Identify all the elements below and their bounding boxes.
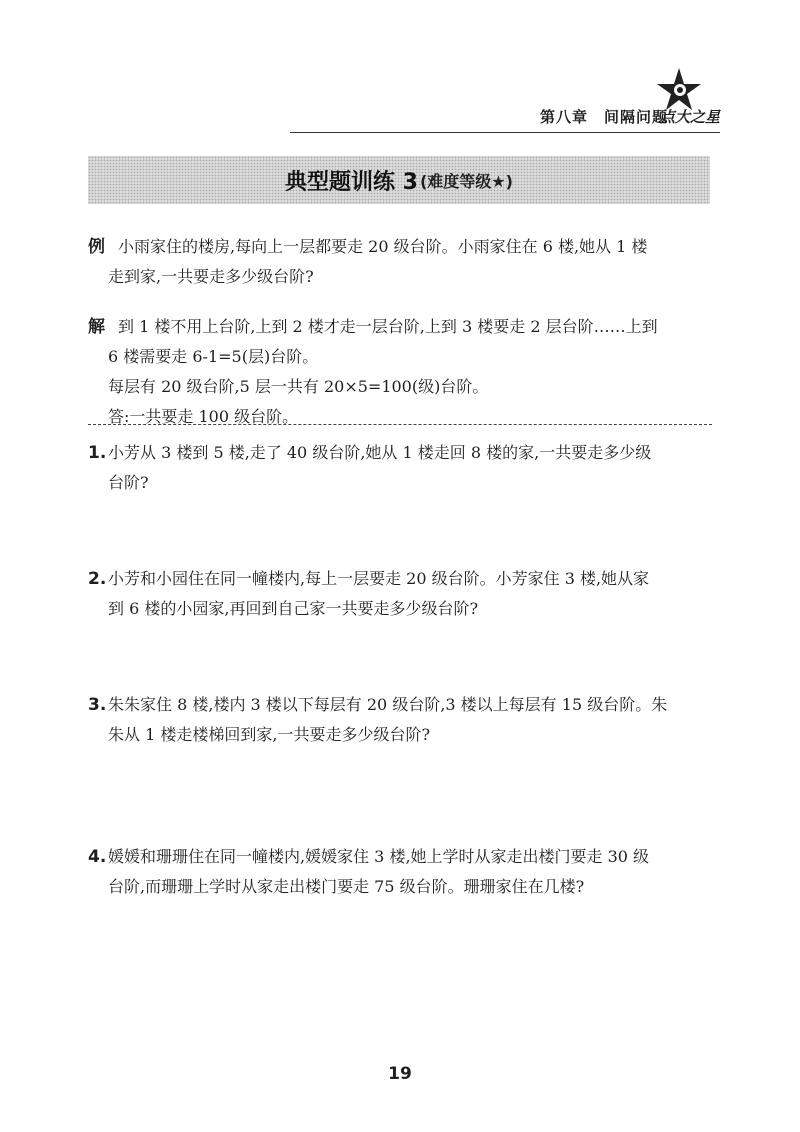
question-4 [88,842,718,902]
page-header [290,100,720,133]
section-title: 典型题训练 3 [285,169,418,195]
page-number: 19 [388,1064,412,1084]
question-number: 3. [88,695,107,715]
question-line: 小芳从 3 楼到 5 楼,走了 40 级台阶,她从 1 楼走回 8 楼的家,一共要走多少级 [108,443,652,462]
difficulty-label: (难度等级★) [419,171,513,191]
solution-line: 到 1 楼不用上台阶,上到 2 楼才走一层台阶,上到 3 楼要走 2 层台阶……上到 [118,317,658,336]
question-2 [88,564,718,624]
solution-line: 6 楼需要走 6-1=5(层)台阶。 [108,347,319,366]
solution-line: 答:一共要走 100 级台阶。 [108,407,299,426]
brand-logo-text: 点大之星 [659,108,720,126]
solution-block [88,312,718,432]
example-line: 走到家,一共要走多少级台阶? [108,267,314,286]
question-1 [88,438,718,498]
dashed-divider [88,424,712,425]
section-banner [88,156,710,204]
example-tag: 例 [88,237,105,257]
question-number: 2. [88,569,107,589]
example-block [88,232,718,292]
question-line: 朱从 1 楼走楼梯回到家,一共要走多少级台阶? [108,725,431,744]
question-line: 小芳和小园住在同一幢楼内,每上一层要走 20 级台阶。小芳家住 3 楼,她从家 [108,569,650,588]
solution-tag: 解 [88,317,105,337]
question-line: 台阶,而珊珊上学时从家走出楼门要走 75 级台阶。珊珊家住在几楼? [108,877,585,896]
question-number: 1. [88,443,107,463]
question-line: 媛媛和珊珊住在同一幢楼内,媛媛家住 3 楼,她上学时从家走出楼门要走 30 级 [108,847,650,866]
question-line: 到 6 楼的小园家,再回到自己家一共要走多少级台阶? [108,599,479,618]
question-number: 4. [88,847,107,867]
solution-line: 每层有 20 级台阶,5 层一共有 20×5=100(级)台阶。 [108,377,489,396]
example-line: 小雨家住的楼房,每向上一层都要走 20 级台阶。小雨家住在 6 楼,她从 1 楼 [118,237,648,256]
question-line: 台阶? [108,473,149,492]
question-line: 朱朱家住 8 楼,楼内 3 楼以下每层有 20 级台阶,3 楼以上每层有 15 级台阶。朱 [108,695,668,714]
chapter-title: 第八章 间隔问题 [539,108,668,126]
question-3 [88,690,718,750]
